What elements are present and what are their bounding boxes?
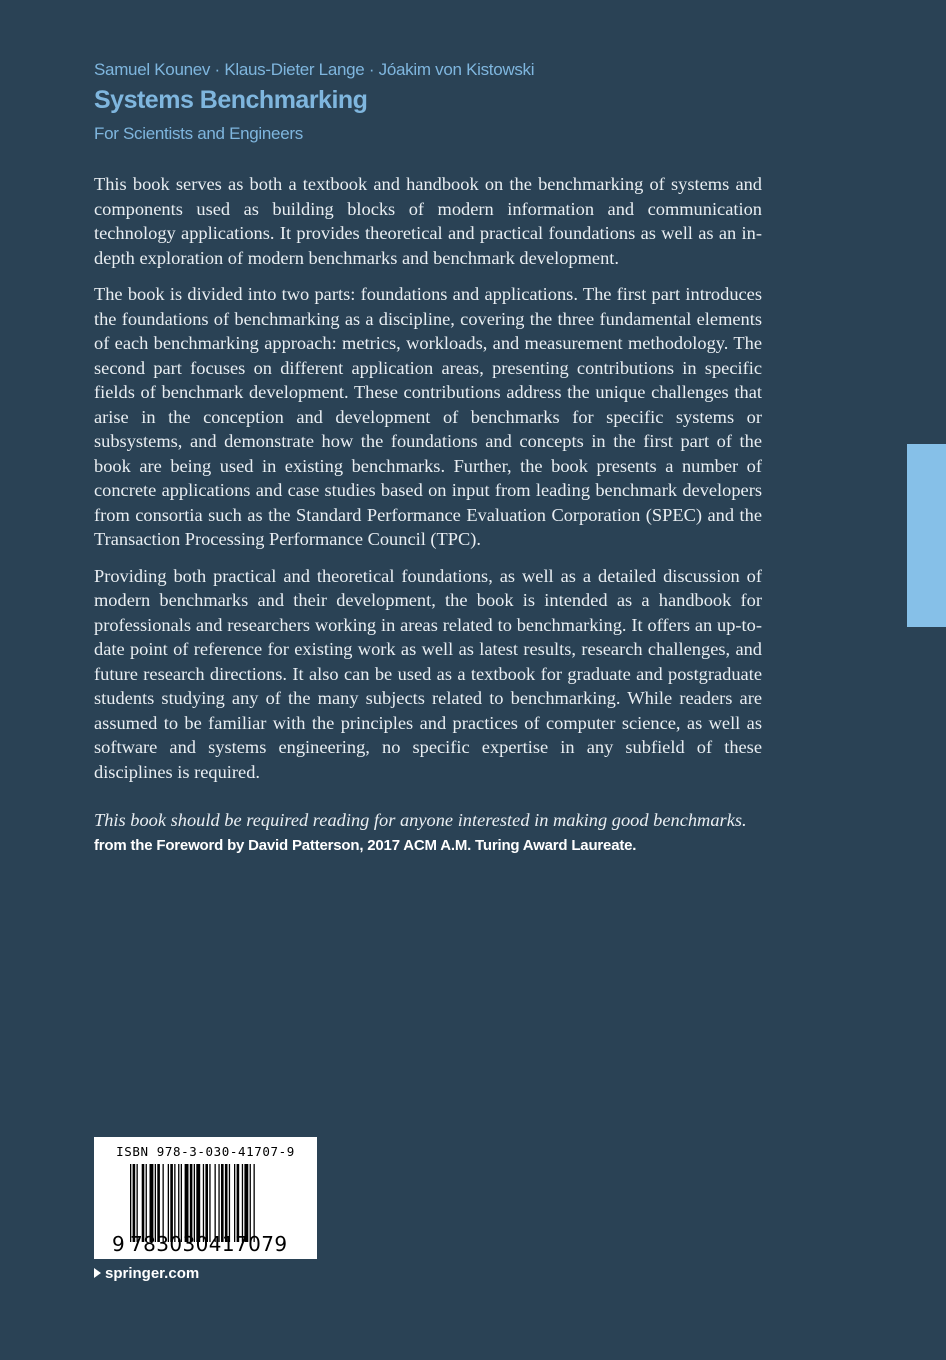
barcode-bar — [209, 1164, 210, 1242]
book-subtitle: For Scientists and Engineers — [94, 124, 303, 143]
barcode-bar — [254, 1164, 255, 1242]
website-link[interactable] — [94, 1265, 199, 1282]
description-paragraph: This book serves as both a textbook and handbook on the benchmarking of systems and components used as building blocks of modern information and communication technology applications. It provides theoretical and practical foundations as well as an in-depth exploration of modern benchmarks and benchmark development. — [94, 174, 762, 268]
barcode-bar — [174, 1164, 175, 1242]
arrow-right-icon — [94, 1268, 101, 1278]
barcode-bar — [225, 1164, 228, 1242]
barcode-bar — [185, 1164, 189, 1242]
barcode-box — [94, 1137, 317, 1259]
foreword-attribution: from the Foreword by David Patterson, 2017 ACM A.M. Turing Award Laureate. — [94, 837, 637, 854]
barcode-bar — [181, 1164, 182, 1242]
barcode-bar — [170, 1164, 173, 1242]
foreword-quote: This book should be required reading for anyone interested in making good benchmarks. — [94, 810, 747, 830]
barcode-bar — [234, 1164, 235, 1242]
book-title: Systems Benchmarking — [94, 86, 368, 114]
barcode-bars — [130, 1164, 300, 1242]
description-paragraph: The book is divided into two parts: foundations and applications. The first part introduces the foundations of benchmarking as a discipline, covering the three fundamental elements of each benchmarking approach: metrics, workloads, and measurement methodology. The second part focuses on different application areas, presenting contributions in specific fields of benchmark development. These contributions address the unique challenges that arise in the conception and development of benchmarks for specific systems or subsystems, and demonstrate how the foundations and concepts in the first part of the book are being used in existing benchmarks. Further, the book presents a number of concrete applications and case studies based on input from leading benchmark developers from consortia such as the Standard Performance Evaluation Corporation (SPEC) and the Transaction Processing Performance Council (TPC). — [94, 284, 762, 549]
barcode-bar — [168, 1164, 169, 1242]
barcode-bar — [163, 1164, 164, 1242]
barcode-bar — [237, 1164, 240, 1242]
authors: Samuel Kounev · Klaus-Dieter Lange · Jóakim von Kistowski — [94, 60, 535, 79]
isbn-label: ISBN 978-3-030-41707-9 — [116, 1144, 295, 1159]
barcode-bar — [196, 1164, 200, 1242]
barcode-bar — [142, 1164, 145, 1242]
barcode-digits: 783030417079 — [130, 1232, 288, 1256]
barcode-bar — [215, 1164, 216, 1242]
barcode-bar — [205, 1164, 208, 1242]
barcode-bar — [150, 1164, 154, 1242]
barcode-bar — [130, 1164, 131, 1242]
barcode-bar — [242, 1164, 243, 1242]
barcode-bar — [155, 1164, 156, 1242]
barcode-bar — [190, 1164, 193, 1242]
barcode-bar — [203, 1164, 204, 1242]
barcode-bar — [229, 1164, 230, 1242]
description-paragraph: Providing both practical and theoretical foundations, as well as a detailed discussion of modern benchmarks and their development, the book is intended as a handbook for professionals and researchers working in areas related to benchmarking. It offers an up-to-date point of reference for existing work as well as latest results, research challenges, and future research directions. It also can be used as a textbook for graduate and postgraduate students studying any of the many subjects related to benchmarking. While readers are assumed to be familiar with the principles and practices of computer science, as well as software and systems engineering, no specific expertise in any subfield of these disciplines is required. — [94, 565, 762, 782]
description — [94, 172, 762, 796]
barcode-bar — [178, 1164, 179, 1242]
barcode-bar — [250, 1164, 251, 1242]
website-label: springer.com — [105, 1265, 200, 1282]
barcode-bar — [133, 1164, 136, 1242]
barcode-bar — [146, 1164, 147, 1242]
barcode-bar — [194, 1164, 195, 1242]
barcode-bar — [137, 1164, 138, 1242]
barcode-bar — [218, 1164, 219, 1242]
barcode-bar — [244, 1164, 248, 1242]
barcode-first-digit: 9 — [112, 1232, 125, 1256]
barcode-bar — [157, 1164, 160, 1242]
barcode-bar — [221, 1164, 224, 1242]
side-tab — [907, 444, 946, 627]
